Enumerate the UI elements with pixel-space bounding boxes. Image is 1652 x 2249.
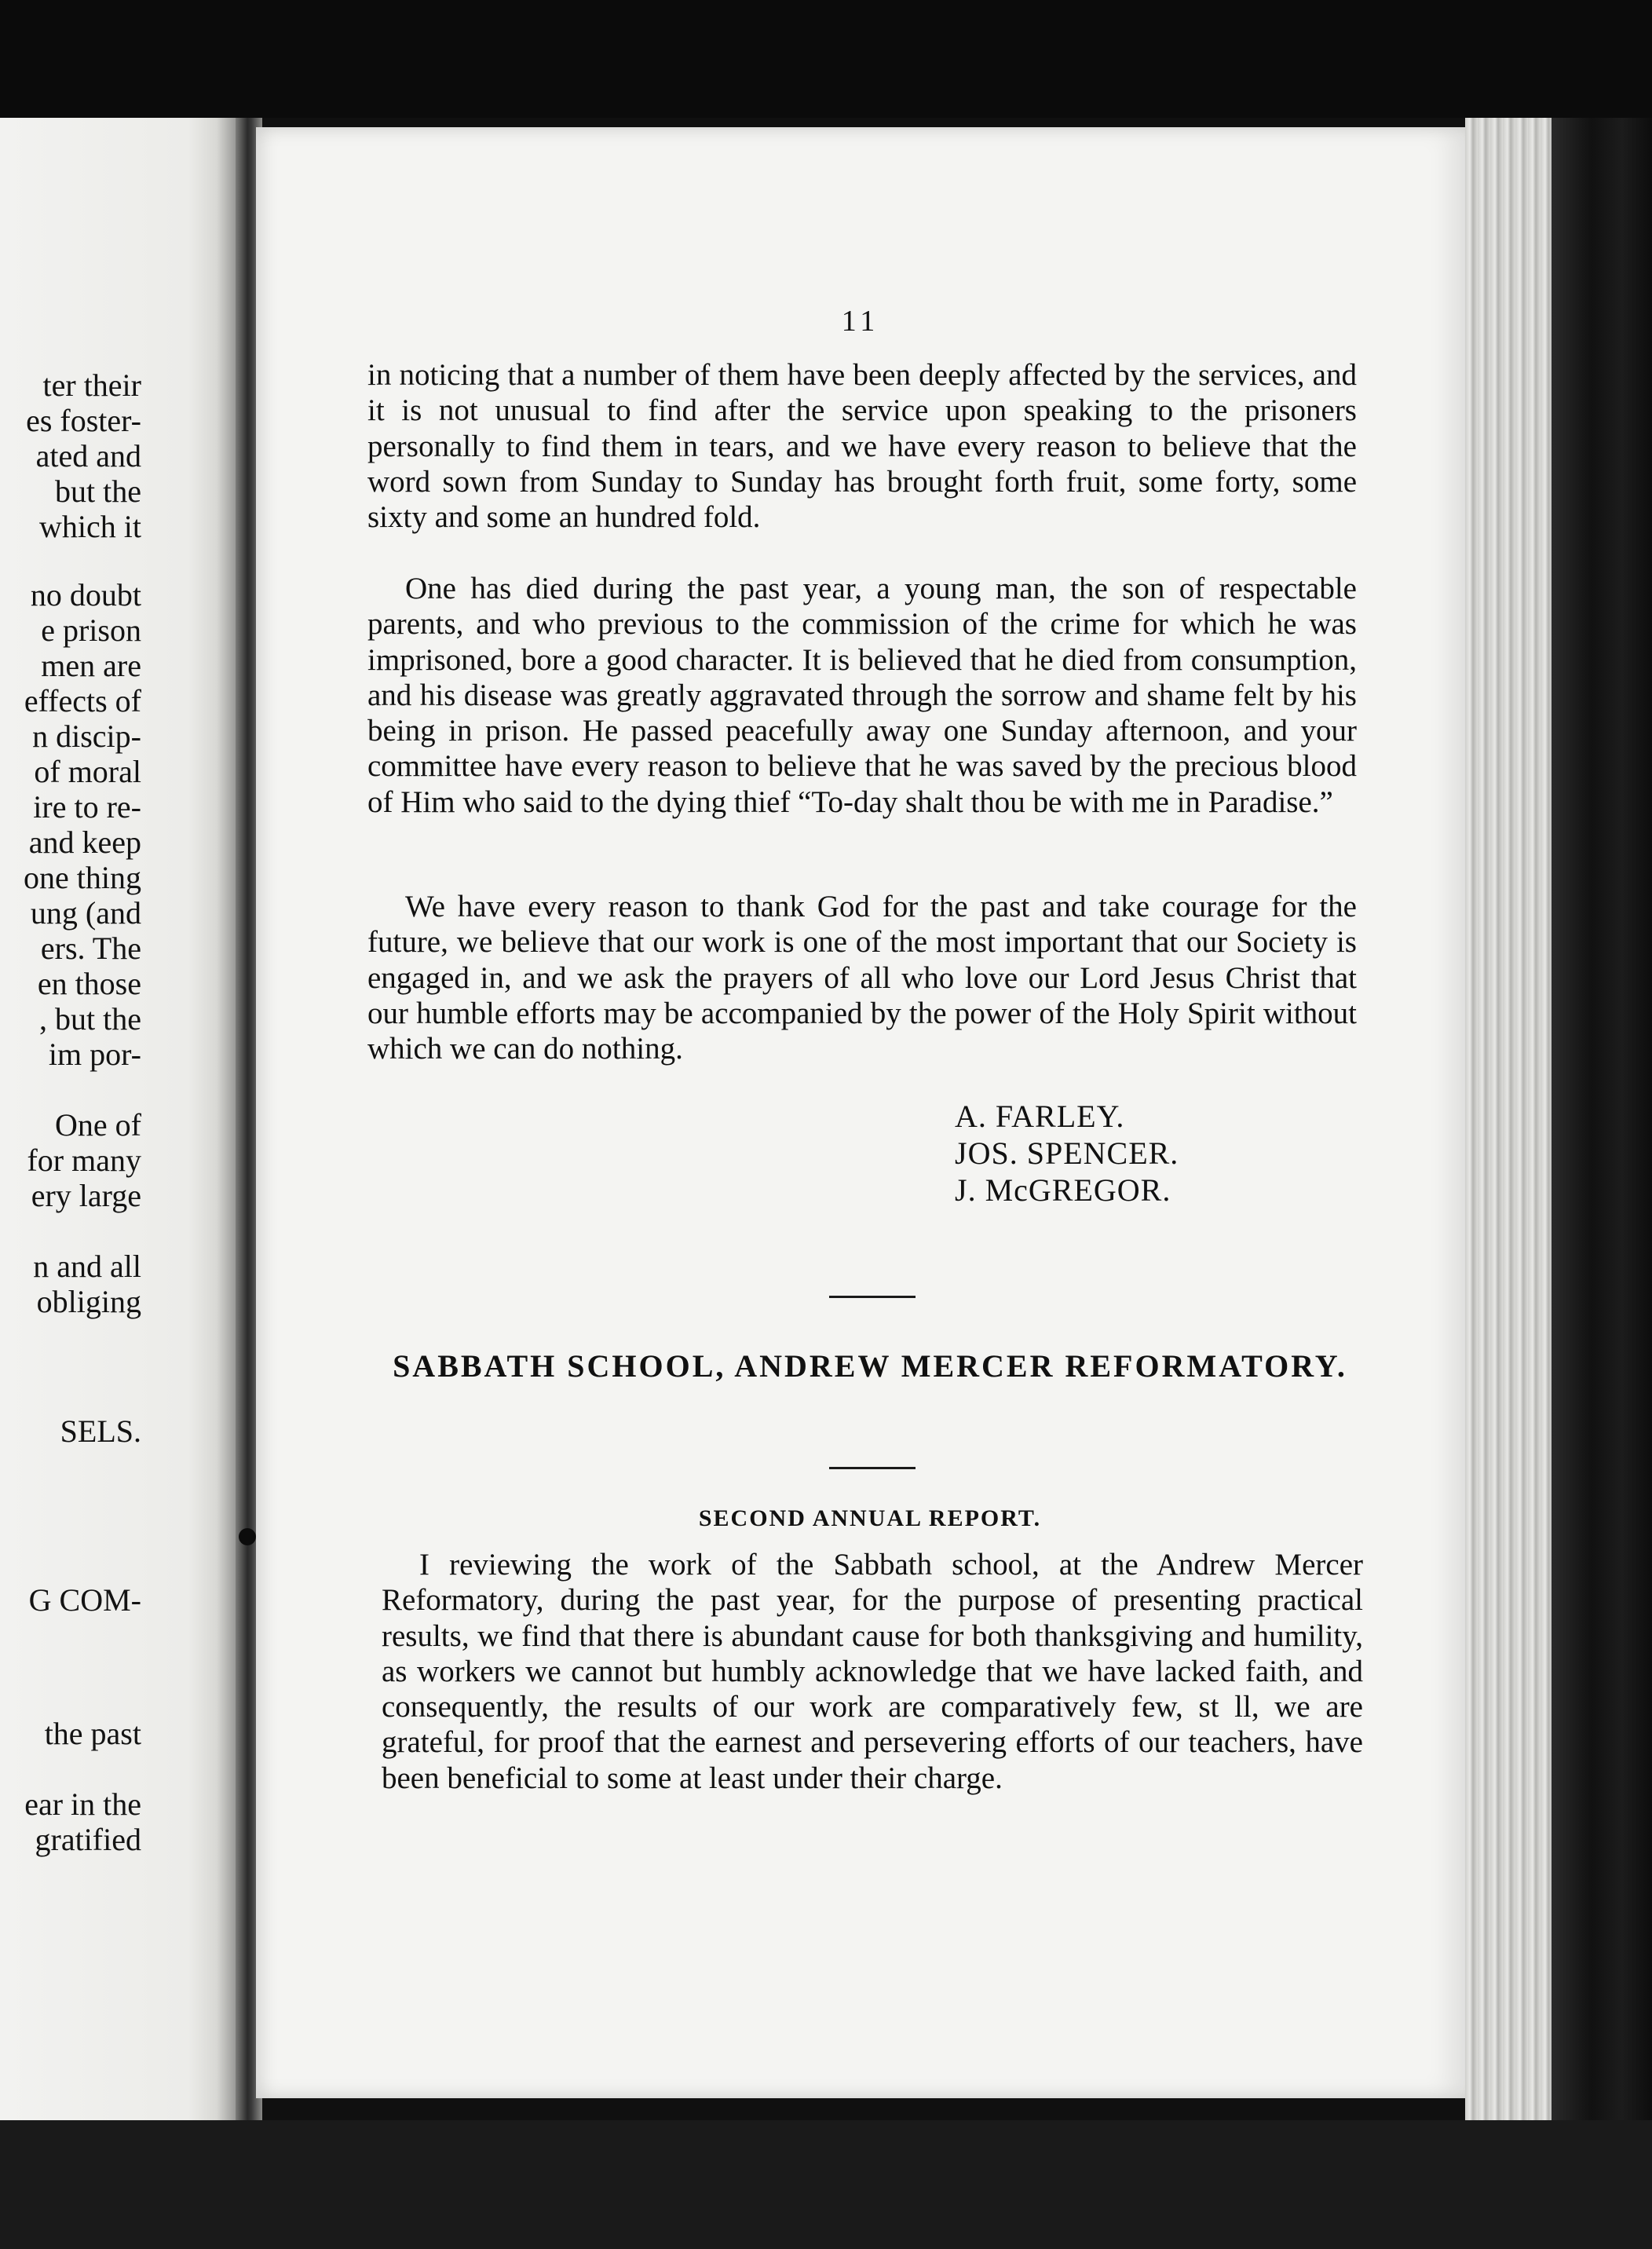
right-page: [256, 127, 1465, 2098]
binding-hole: [239, 1528, 256, 1545]
left-page-line: which it: [39, 509, 141, 544]
left-page-line: G COM-: [28, 1582, 141, 1618]
left-page-line: im por-: [48, 1037, 141, 1072]
left-page-line: gratified: [35, 1822, 141, 1857]
left-page-line: ery large: [31, 1178, 141, 1213]
left-page-line: es foster-: [26, 403, 141, 438]
left-page-line: , but the: [39, 1001, 141, 1037]
left-page-line: ear in the: [24, 1786, 141, 1822]
section-heading: SABBATH SCHOOL, ANDREW MERCER REFORMATORY.: [393, 1348, 1347, 1384]
left-page-line: ter their: [42, 368, 141, 403]
left-page-line: effects of: [24, 683, 141, 719]
left-page-line: of moral: [34, 754, 141, 789]
left-page-line: ated and: [35, 438, 141, 474]
book-cover-edge: [1551, 118, 1652, 2159]
page-stack-edges: [1465, 118, 1551, 2136]
scan-background-top: [0, 0, 1652, 118]
paragraph-sabbath-school: I reviewing the work of the Sabbath school, at the Andrew Mercer Reformatory, during the past year, for the purpose of presenting practical results, we find that there is abundant cause for both thanksgiving and humility, as workers we cannot but humbly acknowledge that we have lacked faith, and consequently, the results of our work are comparatively few, st ll, we are grateful, for proof that the earnest and persevering efforts of our teachers, have been beneficial to some at least under their charge.: [382, 1548, 1363, 1795]
section-subheading: SECOND ANNUAL REPORT.: [698, 1505, 1042, 1531]
left-page-line: e prison: [41, 613, 141, 648]
left-page-line: for many: [27, 1143, 141, 1178]
section-rule-top: [829, 1296, 916, 1298]
signatory-1: A. FARLEY.: [955, 1099, 1125, 1134]
left-page-line: ers. The: [40, 931, 141, 966]
left-page-line: no doubt: [30, 577, 141, 613]
left-page-line: men are: [41, 648, 141, 683]
signatory-3: J. McGREGOR.: [955, 1172, 1171, 1208]
scan-background-bottom: [0, 2120, 1652, 2249]
left-page-line: One of: [55, 1107, 141, 1143]
paragraph-continued: in noticing that a number of them have been deeply affected by the services, and it is not unusual to find after the service upon speaking to the prisoners personally to find them in tears, and we have every reason to believe that the word sown from Sunday to Sunday has brought forth fruit, some forty, some sixty and some an hundred fold.: [367, 358, 1357, 535]
left-page-line: ung (and: [30, 895, 141, 931]
left-page-line: n and all: [33, 1249, 141, 1284]
left-page-line: ire to re-: [33, 789, 141, 825]
page-number: 11: [841, 305, 880, 338]
left-page-line: SELS.: [60, 1413, 141, 1449]
left-page-line: n discip-: [32, 719, 141, 754]
left-page: [0, 118, 236, 2128]
paragraph-closing: We have every reason to thank God for the past and take courage for the future, we believe that our work is one of the most important that our Society is engaged in, and we ask the prayers of all who love our Lord Jesus Christ that our humble efforts may be accompanied by the power of the Holy Spirit without which we can do nothing.: [367, 890, 1357, 1066]
section-rule-bottom: [829, 1467, 916, 1469]
left-page-line: and keep: [28, 825, 141, 860]
left-page-line: obliging: [36, 1284, 141, 1319]
signatory-2: JOS. SPENCER.: [955, 1135, 1179, 1171]
left-page-line: the past: [44, 1716, 141, 1751]
left-page-line: one thing: [24, 860, 141, 895]
left-page-line: but the: [55, 474, 141, 509]
paragraph-death-report: One has died during the past year, a young man, the son of respectable parents, and who previous to the commission of the crime for which he was imprisoned, bore a good character. It is believed that he died from consumption, and his disease was greatly aggravated through the sorrow and shame felt by his being in prison. He passed peacefully away one Sunday afternoon, and your committee have every reason to believe that he was saved by the precious blood of Him who said to the dying thief “To-day shalt thou be with me in Paradise.”: [367, 572, 1357, 819]
left-page-line: en those: [37, 966, 141, 1001]
